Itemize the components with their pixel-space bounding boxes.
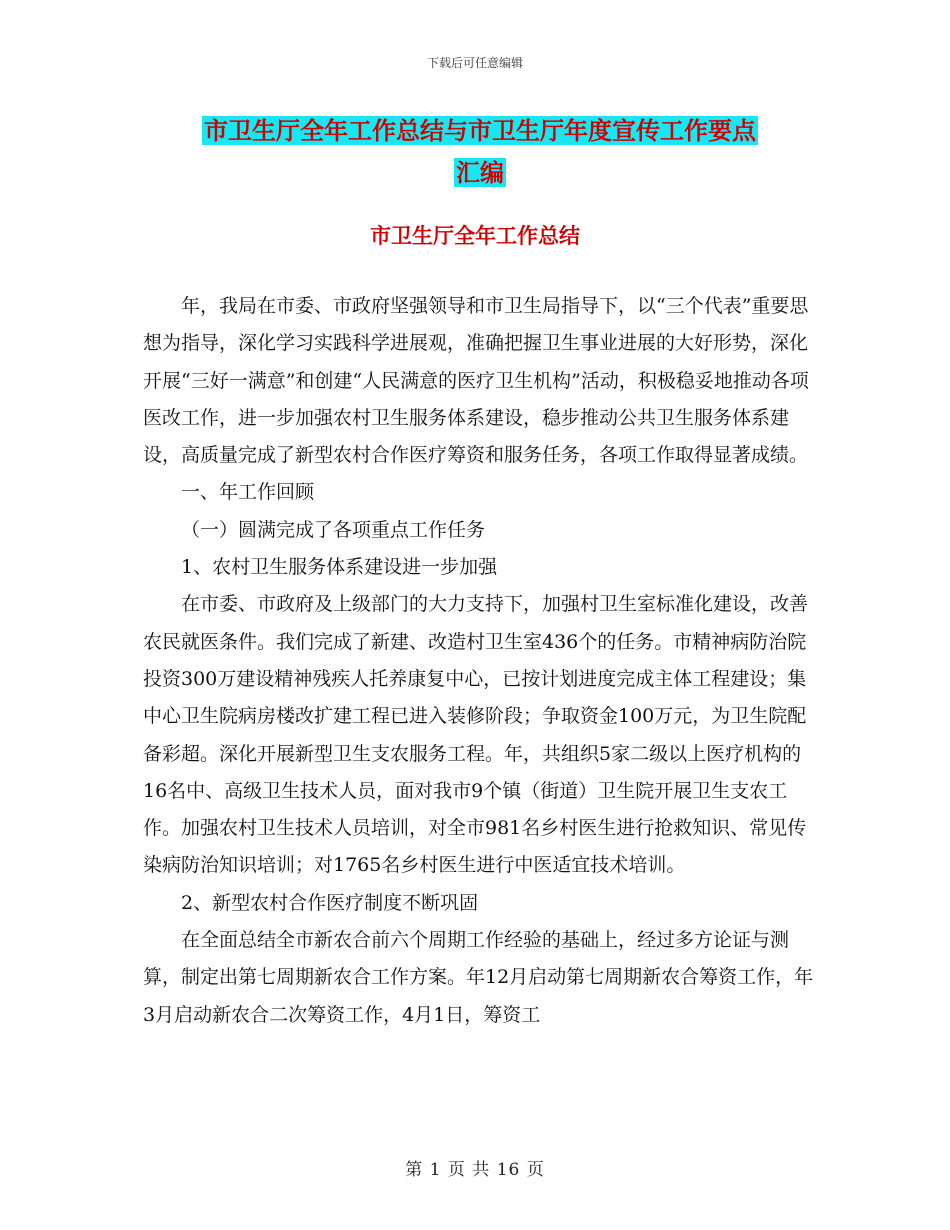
heading-rural-system: 1、农村卫生服务体系建设进一步加强 (181, 556, 498, 579)
page-label-mid: 页 共 (447, 1160, 491, 1180)
paragraph-cooperative-medical: 在全面总结全市新农合前六个周期工作经验的基础上，经过多方论证与测算，制定出第七周期新农合工作方案。年12月启动第七周期新农合筹资工作，年3月启动新农合二次筹资工作，4月1日，筹资工 (143, 929, 814, 1026)
title-line-1: 市卫生厅全年工作总结与市卫生厅年度宣传工作要点 (204, 116, 756, 145)
page-current: 1 (429, 1160, 442, 1180)
heading-review: 一、年工作回顾 (181, 481, 315, 504)
paragraph-intro: 年，我局在市委、市政府坚强领导和市卫生局指导下，以“三个代表”重要思想为指导，深化学习实践科学进展观，准确把握卫生事业进展的大好形势，深化开展“三好一满意”和创建“人民满意的医疗卫生机构”活动，积极稳妥地推动各项医改工作，进一步加强农村卫生服务体系建设，稳步推动公共卫生服务体系建设，高质量完成了新型农村合作医疗筹资和服务任务，各项工作取得显著成绩。 (143, 295, 809, 467)
body-text (143, 288, 823, 1034)
title-line-2: 汇编 (456, 158, 504, 187)
page-label-pre: 第 (405, 1160, 424, 1180)
heading-tasks: （一）圆满完成了各项重点工作任务 (181, 518, 486, 541)
paragraph-rural-system: 在市委、市政府及上级部门的大力支持下，加强村卫生室标准化建设，改善农民就医条件。我们完成了新建、改造村卫生室436个的任务。市精神病防治院投资300万建设精神残疾人托养康复中心，已按计划进度完成主体工程建设；集中心卫生院病房楼改扩建工程已进入装修阶段；争取资金100万元，为卫生院配备彩超。深化开展新型卫生支农服务工程。年，共组织5家二级以上医疗机构的16名中、高级卫生技术人员，面对我市9个镇（街道）卫生院开展卫生支农工作。加强农村卫生技术人员培训，对全市981名乡村医生进行抢救知识、常见传染病防治知识培训；对1765名乡村医生进行中医适宜技术培训。 (143, 593, 809, 877)
page-label-post: 页 (526, 1160, 545, 1180)
section-title: 市卫生厅全年工作总结 (370, 223, 580, 248)
header-note: 下载后可任意编辑 (426, 56, 523, 70)
heading-cooperative-medical: 2、新型农村合作医疗制度不断巩固 (181, 891, 479, 914)
page-total: 16 (496, 1160, 521, 1180)
page-footer (0, 1155, 950, 1180)
document-title (140, 110, 820, 194)
